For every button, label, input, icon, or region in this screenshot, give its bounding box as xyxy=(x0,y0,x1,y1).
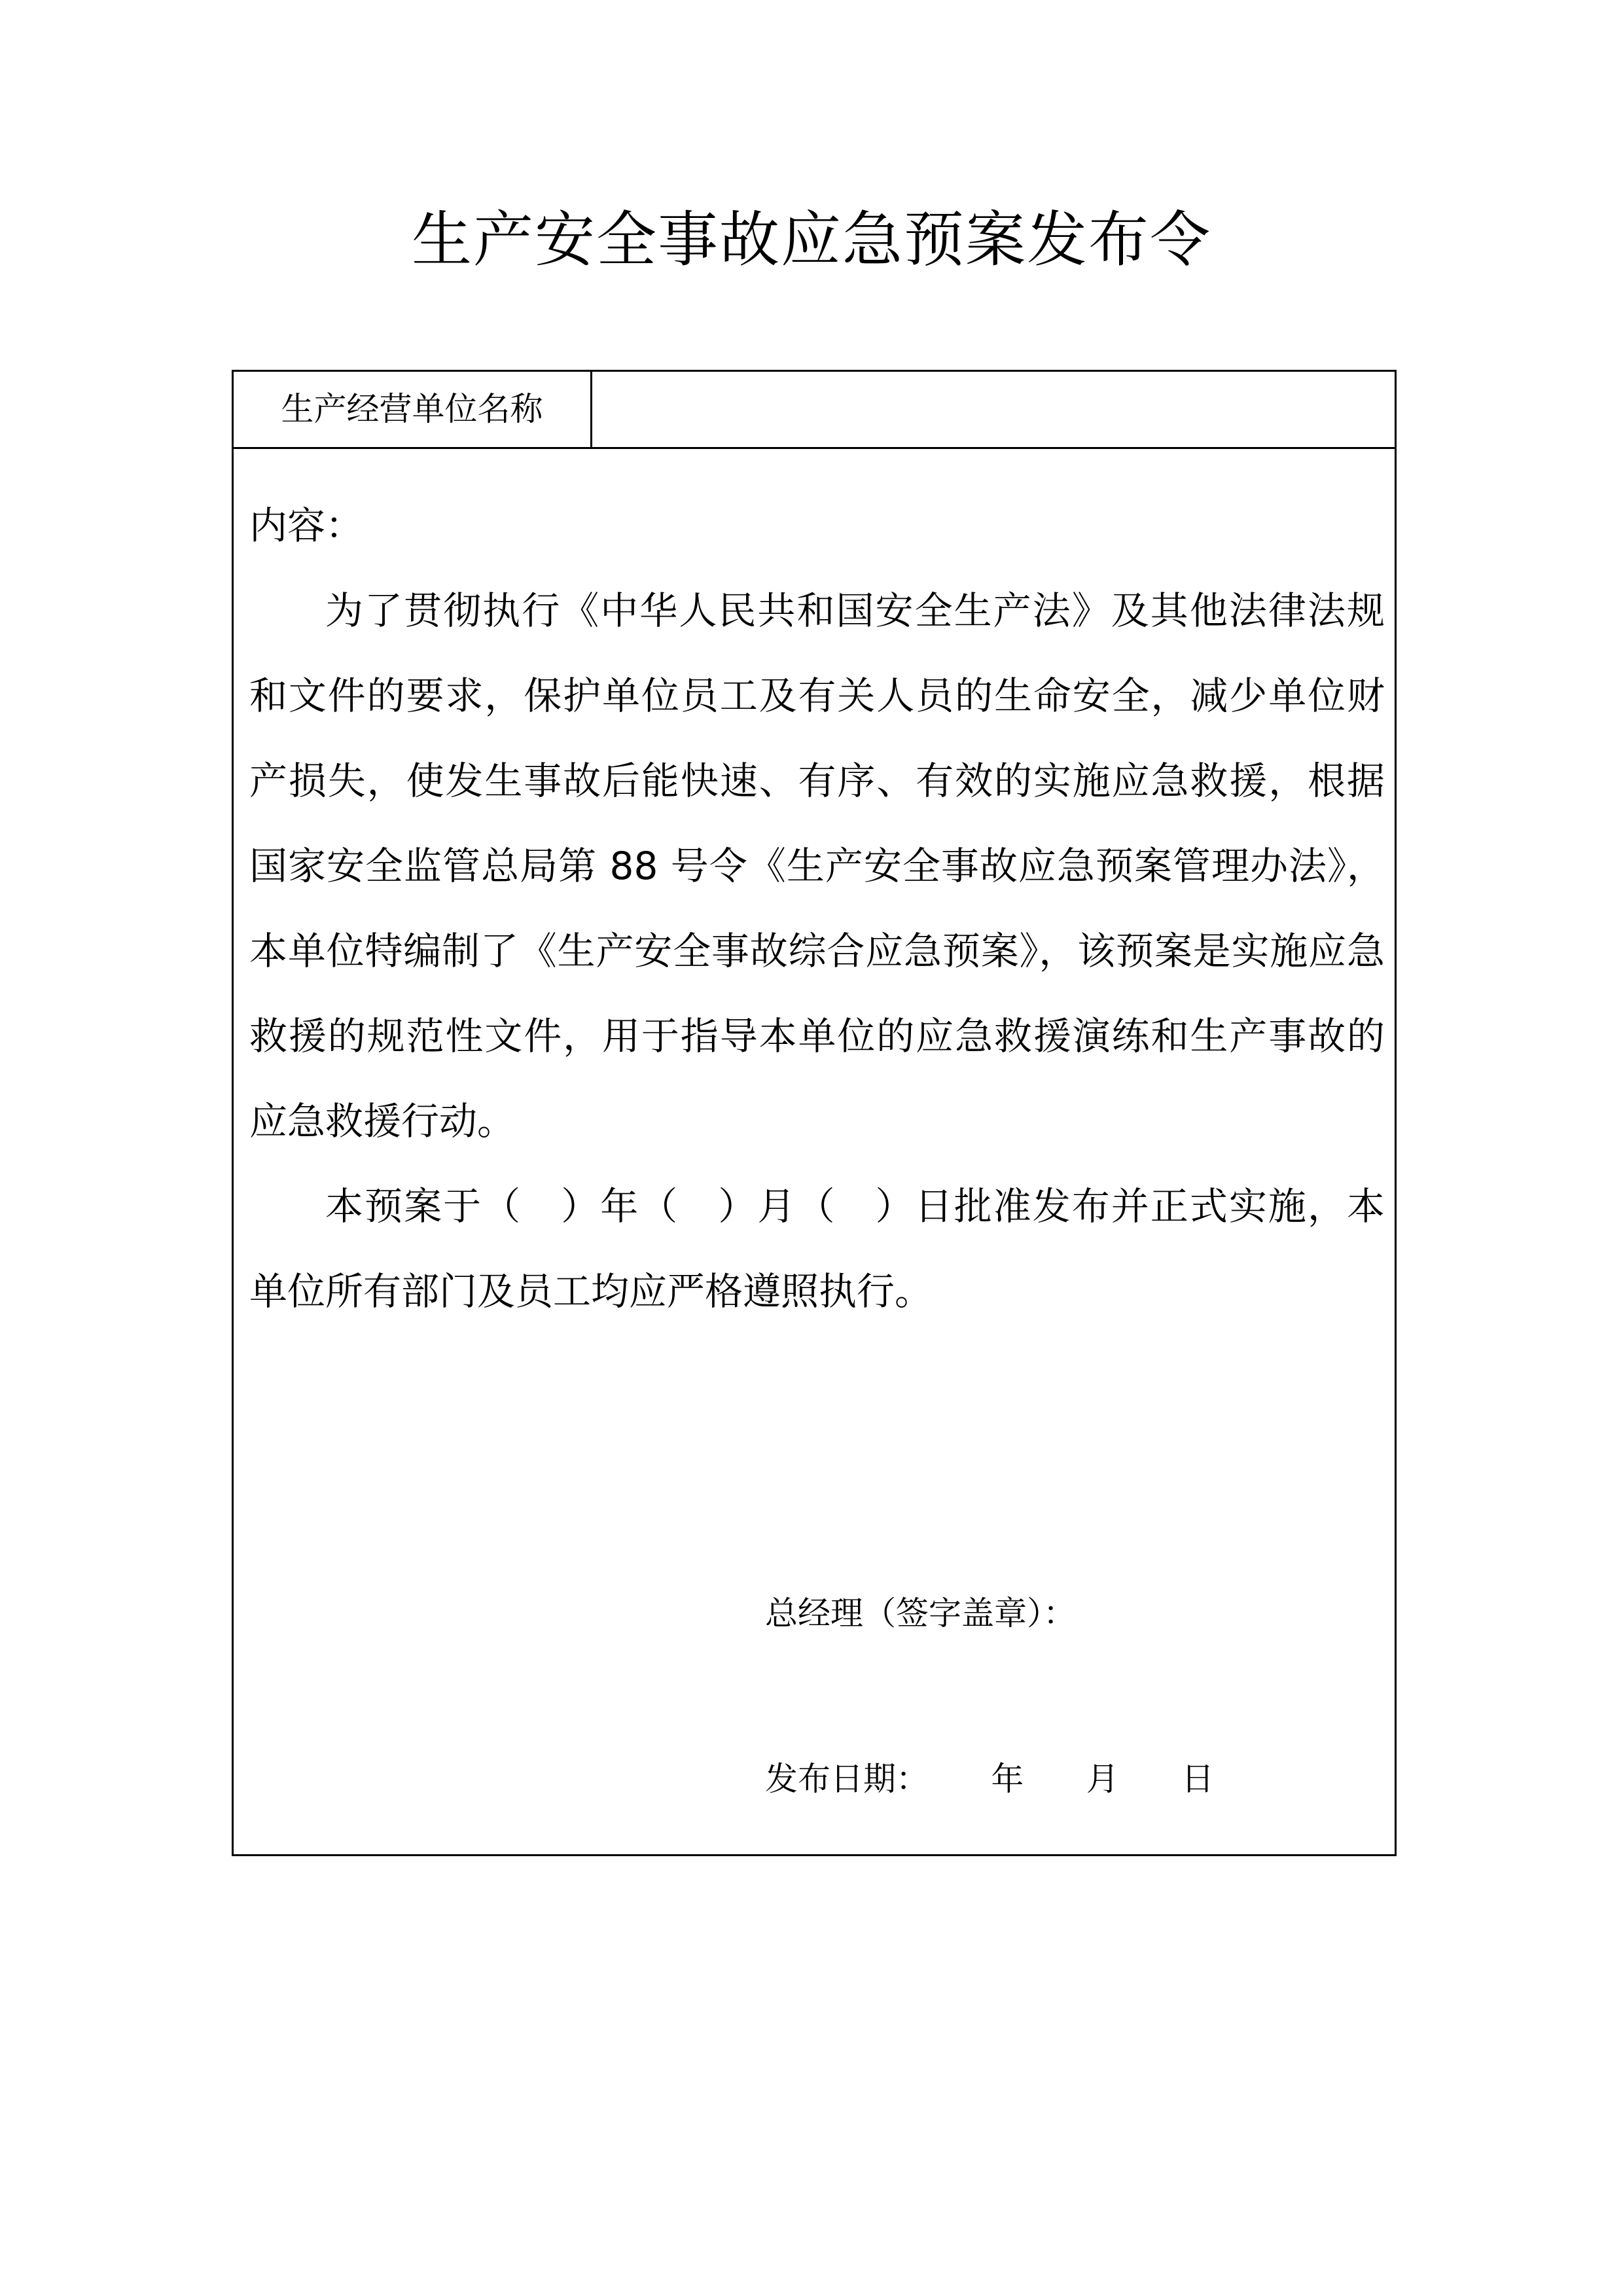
content-section xyxy=(249,483,1385,1334)
unit-name-field[interactable] xyxy=(592,372,1395,447)
signature-line xyxy=(765,1587,1076,1640)
content-paragraph-2: 本预案于（ ）年（ ）月（ ）日批准发布并正式实施，本单位所有部门及员工均应严格遵照执行。 xyxy=(249,1184,1385,1314)
signature-label: 总经理（签字盖章）： xyxy=(765,1594,1076,1632)
unit-name-label: 生产经营单位名称 xyxy=(234,372,592,447)
content-paragraph-1: 为了贯彻执行《中华人民共和国安全生产法》及其他法律法规和文件的要求，保护单位员工及有关人员的生命安全，减少单位财产损失，使发生事故后能快速、有序、有效的实施应急救援，根据国家安全监管总局第 88 号令《生产安全事故应急预案管理办法》，本单位特编制了《生产安全事故综合应急预案》，该预案是实施应急救援的规范性文件，用于指导本单位的应急救援演练和生产事故的应急救援行动。 xyxy=(249,588,1385,1143)
page-title: 生产安全事故应急预案发布令 xyxy=(411,205,1211,275)
release-date-line xyxy=(765,1753,1214,1805)
date-year: 年 xyxy=(991,1760,1024,1798)
content-label: 内容： xyxy=(249,503,364,548)
date-label: 发布日期： xyxy=(765,1760,929,1798)
date-month: 月 xyxy=(1086,1760,1119,1798)
unit-name-row xyxy=(234,372,1395,449)
date-day: 日 xyxy=(1181,1760,1215,1798)
release-order-form xyxy=(232,370,1397,1856)
